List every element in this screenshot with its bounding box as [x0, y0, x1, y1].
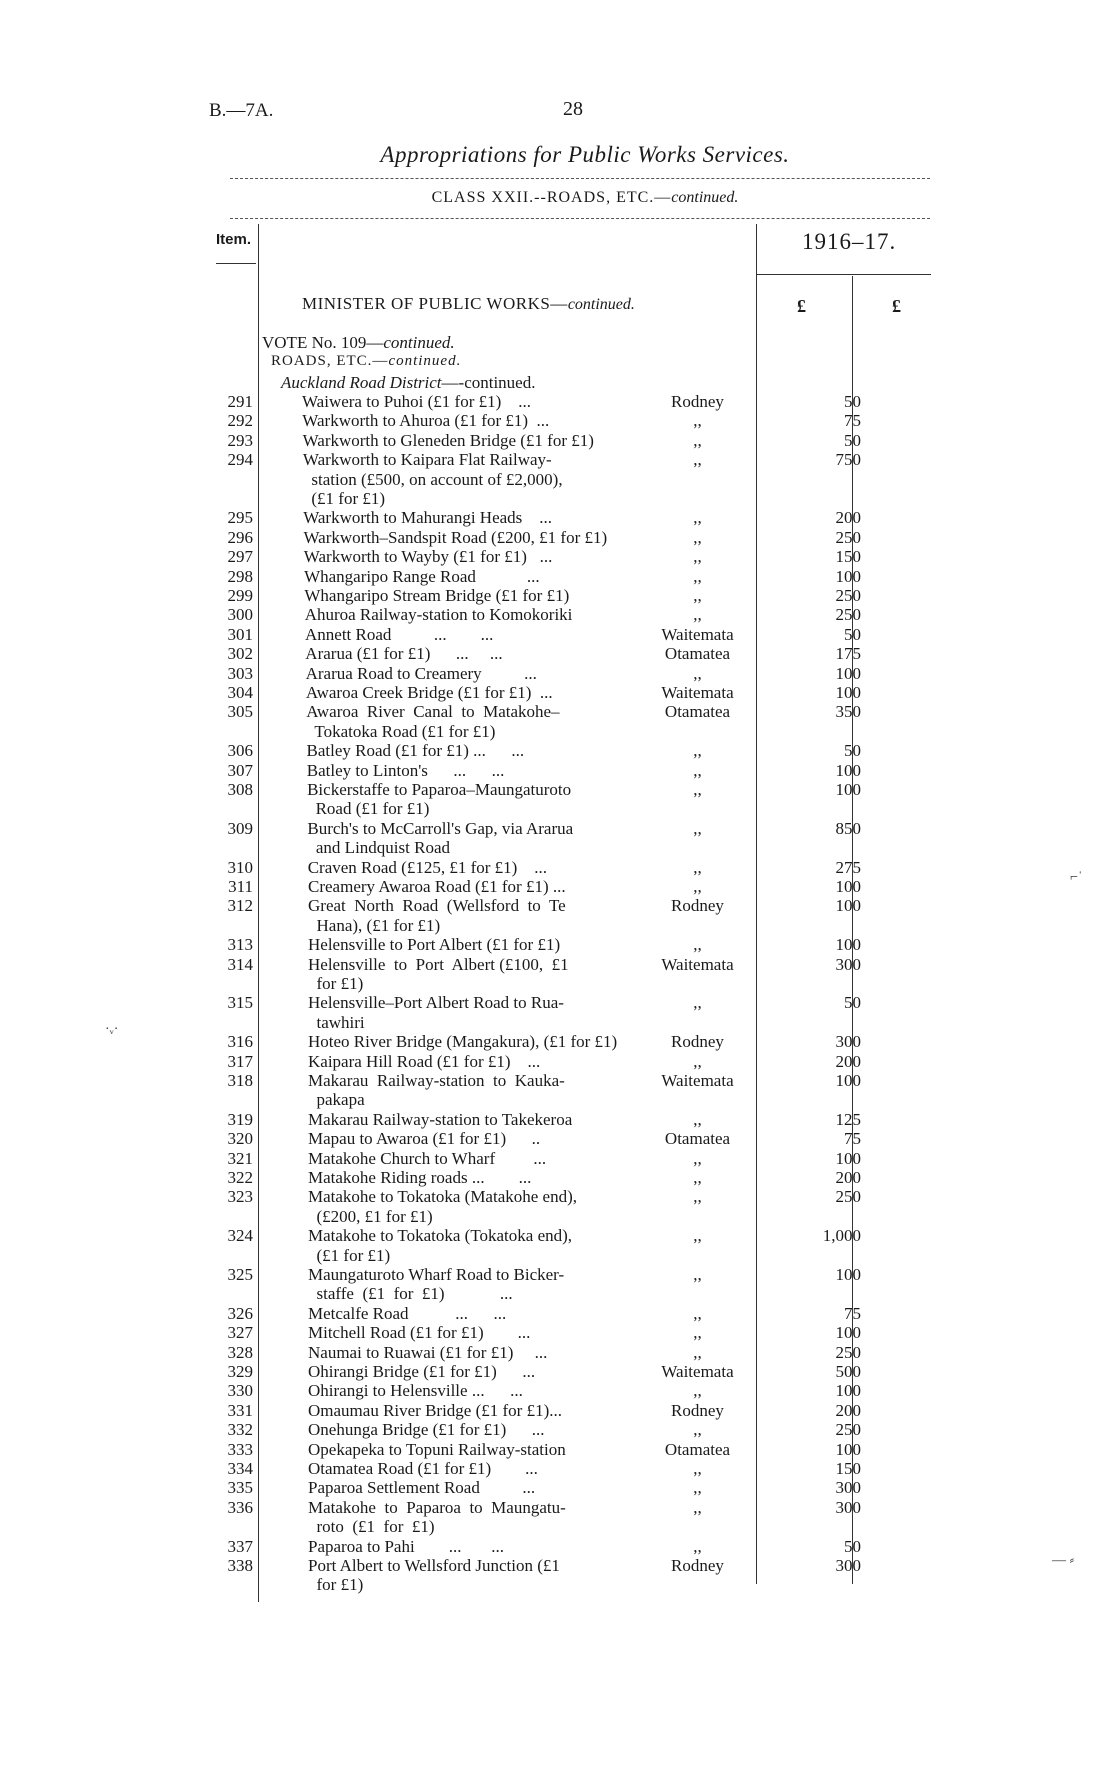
roads-heading: [271, 353, 461, 370]
item-description-continuation: (£1 for £1): [302, 489, 386, 508]
class-heading-text: CLASS XXII.--ROADS, ETC.—: [431, 189, 672, 206]
item-county: Rodney: [671, 1400, 724, 1420]
item-amount: 100: [835, 1071, 861, 1090]
item-county: Otamatea: [664, 644, 731, 664]
item-number: 323: [227, 1187, 253, 1207]
item-county: ,,: [693, 411, 702, 431]
item-amount: 100: [835, 683, 861, 702]
item-number: 307: [227, 760, 253, 780]
item-description: Makarau Railway-station to Kauka-: [308, 1071, 565, 1090]
item-description-continuation: station (£500, on account of £2,000),: [302, 469, 563, 489]
item-county: Rodney: [671, 1556, 724, 1575]
item-description-continuation: (£200, £1 for £1): [308, 1206, 433, 1226]
item-number: 298: [227, 566, 253, 586]
item-county: ,,: [693, 1381, 702, 1401]
item-description: Waiwera to Puhoi (£1 for £1) ...: [302, 392, 532, 411]
item-number: 294: [227, 450, 253, 470]
item-description-continuation: staffe (£1 for £1) ...: [308, 1284, 513, 1304]
item-number: 296: [227, 527, 253, 547]
item-county: ,,: [693, 993, 702, 1013]
item-amount: 100: [835, 1265, 861, 1284]
item-description: Warkworth to Ahuroa (£1 for £1) ...: [302, 411, 550, 431]
item-number: 299: [227, 586, 253, 605]
item-county: Otamatea: [664, 1439, 731, 1459]
item-number: 304: [227, 683, 253, 702]
item-amount: 75: [844, 411, 861, 431]
item-amount: 300: [835, 1497, 861, 1517]
item-description: Opekapeka to Topuni Railway-station: [308, 1439, 566, 1459]
item-number: 301: [227, 624, 253, 644]
vote-heading-text: VOTE No. 109—: [262, 333, 384, 352]
item-amount: 500: [835, 1362, 861, 1381]
item-description: Batley to Linton's ... ...: [306, 760, 505, 780]
item-number: 315: [227, 993, 253, 1013]
item-amount: 100: [835, 1439, 861, 1459]
item-description: Whangaripo Range Road ...: [304, 566, 540, 586]
item-description: Warkworth to Kaipara Flat Railway-: [302, 450, 552, 470]
item-description: Helensville to Port Albert (£100, £1: [308, 954, 569, 974]
item-description: Ohirangi Bridge (£1 for £1) ...: [308, 1362, 536, 1381]
item-county: ,,: [693, 527, 702, 547]
page-reference: B.—7A.: [209, 100, 274, 121]
item-description: Annett Road ... ...: [305, 624, 494, 644]
ministry-heading: [302, 294, 635, 314]
item-amount: 75: [844, 1303, 861, 1323]
item-description: Maungaturoto Wharf Road to Bicker-: [308, 1265, 565, 1284]
item-amount: 150: [835, 547, 861, 567]
item-county: ,,: [693, 1187, 702, 1207]
item-county: ,,: [693, 1420, 702, 1440]
page-number: 28: [563, 98, 583, 120]
item-description: Ohirangi to Helensville ... ...: [308, 1381, 523, 1401]
item-county: ,,: [693, 1342, 702, 1362]
item-description: Batley Road (£1 for £1) ... ...: [306, 741, 525, 761]
item-county: Waitemata: [661, 1362, 734, 1381]
item-amount: 50: [844, 392, 861, 411]
item-description: Matakohe Church to Wharf ...: [308, 1148, 547, 1168]
item-number: 316: [227, 1032, 253, 1052]
item-description: Great North Road (Wellsford to Te: [308, 896, 566, 916]
item-county: Otamatea: [664, 702, 731, 722]
item-amount: 300: [835, 1478, 861, 1498]
item-county: ,,: [693, 1168, 702, 1187]
item-description: Matakohe to Tokatoka (Matakohe end),: [308, 1187, 577, 1207]
heading-divider: [230, 218, 930, 219]
class-heading-continued: continued.: [671, 189, 739, 206]
item-amount: 750: [835, 450, 861, 470]
item-column-header: Item.: [216, 231, 252, 248]
item-county: ,,: [693, 1226, 702, 1246]
item-amount: 300: [835, 954, 861, 974]
item-amount: 250: [835, 586, 861, 605]
item-description-continuation: and Lindquist Road: [307, 838, 450, 858]
item-description: Metcalfe Road ... ...: [308, 1303, 507, 1323]
vote-heading-continued: continued.: [383, 333, 455, 352]
class-heading: [0, 189, 1114, 207]
item-description: Awaroa River Canal to Matakohe–: [306, 702, 560, 722]
item-description-continuation: roto (£1 for £1): [308, 1517, 435, 1537]
item-number: 321: [227, 1148, 253, 1168]
item-county: ,,: [693, 605, 702, 625]
item-number: 328: [227, 1342, 253, 1362]
currency-symbol-2: £: [892, 296, 901, 316]
item-county: ,,: [693, 857, 702, 877]
item-number: 314: [227, 954, 253, 974]
item-amount: 50: [844, 993, 861, 1013]
ministry-heading-continued: continued.: [567, 296, 635, 313]
item-county: ,,: [693, 1109, 702, 1129]
item-description: Bickerstaffe to Paparoa–Maungaturoto: [307, 780, 572, 799]
item-county: ,,: [693, 1148, 702, 1168]
item-county: Waitemata: [661, 1071, 734, 1090]
item-amount: 200: [835, 1051, 861, 1071]
item-county: Rodney: [671, 896, 724, 916]
item-county: ,,: [693, 935, 702, 955]
item-amount: 100: [835, 1148, 861, 1168]
item-number: 292: [227, 411, 253, 431]
item-number: 326: [227, 1303, 253, 1323]
item-county: Waitemata: [661, 624, 734, 644]
year-header-underline: [756, 274, 931, 275]
item-description: Ahuroa Railway-station to Komokoriki: [304, 605, 573, 625]
roads-heading-continued: continued.: [388, 353, 462, 369]
item-county: ,,: [693, 741, 702, 761]
item-county: ,,: [693, 566, 702, 586]
item-amount: 250: [835, 1187, 861, 1207]
item-amount: 300: [835, 1556, 861, 1575]
item-header-underline: [216, 263, 256, 264]
page-title: Appropriations for Public Works Services.: [380, 142, 790, 167]
item-county: ,,: [693, 1303, 702, 1323]
item-description: Helensville to Port Albert (£1 for £1): [308, 935, 561, 955]
item-description: Ararua Road to Creamery ...: [305, 663, 537, 683]
item-amount: 175: [835, 644, 861, 664]
item-description: Whangaripo Stream Bridge (£1 for £1): [304, 586, 570, 605]
item-number: 318: [227, 1071, 253, 1090]
vote-heading: [262, 333, 455, 353]
item-description: Burch's to McCarroll's Gap, via Ararua: [307, 818, 574, 838]
item-amount: 50: [844, 1536, 861, 1556]
item-county: ,,: [693, 586, 702, 605]
item-county: Waitemata: [661, 954, 734, 974]
item-amount: 100: [835, 566, 861, 586]
title-divider: [230, 178, 930, 179]
amount-column-rule: [756, 224, 757, 1584]
item-county: ,,: [693, 508, 702, 528]
item-county: ,,: [693, 450, 702, 470]
item-amount: 250: [835, 1420, 861, 1440]
item-amount: 100: [835, 1381, 861, 1401]
item-description: Mitchell Road (£1 for £1) ...: [308, 1323, 531, 1343]
item-county: Otamatea: [664, 1129, 731, 1149]
currency-symbol-1: £: [797, 296, 806, 316]
item-number: 291: [227, 392, 253, 411]
item-number: 335: [227, 1478, 253, 1498]
item-county: ,,: [693, 430, 702, 450]
item-description: Omaumau River Bridge (£1 for £1)...: [308, 1400, 562, 1420]
item-amount: 100: [835, 877, 861, 896]
item-county: ,,: [693, 1497, 702, 1517]
item-amount: 150: [835, 1459, 861, 1478]
item-amount: 300: [835, 1032, 861, 1052]
item-description: Helensville–Port Albert Road to Rua-: [308, 993, 564, 1013]
item-amount: 250: [835, 1342, 861, 1362]
roads-heading-text: ROADS, ETC.—: [271, 353, 389, 369]
item-number: 336: [227, 1497, 253, 1517]
item-description-continuation: Hana), (£1 for £1): [308, 915, 441, 935]
item-county: ,,: [693, 1536, 702, 1556]
item-county: ,,: [693, 1265, 702, 1284]
item-amount: 100: [835, 896, 861, 916]
item-description-continuation: Road (£1 for £1): [307, 799, 430, 819]
item-number: 338: [227, 1556, 253, 1575]
item-description: Warkworth–Sandspit Road (£200, £1 for £1): [303, 527, 608, 547]
item-county: ,,: [693, 780, 702, 799]
item-county: Rodney: [671, 392, 724, 411]
item-description: Creamery Awaroa Road (£1 for £1) ...: [308, 877, 566, 896]
scan-mark: — ⸗: [1052, 1553, 1075, 1568]
item-description: Mapau to Awaroa (£1 for £1) ..: [308, 1129, 541, 1149]
item-number: 329: [227, 1362, 253, 1381]
item-amount: 50: [844, 741, 861, 761]
item-description: Matakohe Riding roads ... ...: [308, 1168, 532, 1187]
item-county: ,,: [693, 547, 702, 567]
item-description-continuation: for £1): [308, 974, 364, 993]
item-amount: 125: [835, 1109, 861, 1129]
item-amount: 100: [835, 760, 861, 780]
item-description-continuation: for £1): [308, 1575, 364, 1595]
item-amount: 250: [835, 527, 861, 547]
item-county: ,,: [693, 1478, 702, 1498]
item-number: 306: [227, 741, 253, 761]
item-description: Warkworth to Wayby (£1 for £1) ...: [303, 547, 553, 567]
item-amount: 850: [835, 818, 861, 838]
district-heading: [281, 373, 535, 393]
item-description-continuation: tawhiri: [308, 1012, 365, 1032]
item-amount: 50: [844, 624, 861, 644]
item-county: ,,: [693, 1051, 702, 1071]
item-description: Paparoa Settlement Road ...: [308, 1478, 536, 1498]
item-number: 337: [227, 1536, 253, 1556]
item-amount: 350: [835, 702, 861, 722]
item-description: Craven Road (£125, £1 for £1) ...: [307, 857, 548, 877]
item-amount: 200: [835, 1400, 861, 1420]
item-amount: 200: [835, 1168, 861, 1187]
item-number: 295: [227, 508, 253, 528]
item-number: 334: [227, 1459, 253, 1478]
item-description: Warkworth to Mahurangi Heads ...: [303, 508, 553, 528]
scan-mark: ⌐ˈ: [1070, 870, 1083, 885]
item-description: Otamatea Road (£1 for £1) ...: [308, 1459, 538, 1478]
item-number: 293: [227, 430, 253, 450]
item-number: 327: [227, 1323, 253, 1343]
item-amount: 100: [835, 935, 861, 955]
item-number: 331: [227, 1400, 253, 1420]
item-description-continuation: pakapa: [308, 1090, 365, 1110]
ministry-heading-text: MINISTER OF PUBLIC WORKS—: [302, 294, 568, 313]
item-number: 303: [227, 663, 253, 683]
item-description: Hoteo River Bridge (Mangakura), (£1 for £1): [308, 1032, 618, 1052]
item-description: Kaipara Hill Road (£1 for £1) ...: [308, 1051, 541, 1071]
item-description: Port Albert to Wellsford Junction (£1: [308, 1556, 560, 1575]
item-county: ,,: [693, 877, 702, 896]
item-amount: 250: [835, 605, 861, 625]
item-description: Warkworth to Gleneden Bridge (£1 for £1): [302, 430, 594, 450]
item-number: 330: [227, 1381, 253, 1401]
item-county: ,,: [693, 663, 702, 683]
item-number: 320: [227, 1129, 253, 1149]
item-description: Naumai to Ruawai (£1 for £1) ...: [308, 1342, 548, 1362]
item-description: Matakohe to Tokatoka (Tokatoka end),: [308, 1226, 573, 1246]
item-number: 310: [227, 857, 253, 877]
item-number: 311: [228, 877, 253, 896]
district-continued: —-continued.: [441, 373, 536, 392]
item-county: ,,: [693, 1459, 702, 1478]
item-description: Matakohe to Paparoa to Maungatu-: [308, 1497, 566, 1517]
item-number: 324: [227, 1226, 253, 1246]
item-number: 332: [227, 1420, 253, 1440]
item-description: Paparoa to Pahi ... ...: [308, 1536, 504, 1556]
item-number: 317: [227, 1051, 253, 1071]
year-column-header: 1916–17.: [802, 229, 897, 254]
item-description-continuation: (£1 for £1): [308, 1245, 391, 1265]
item-amount: 200: [835, 508, 861, 528]
item-county: ,,: [693, 818, 702, 838]
item-description: Onehunga Bridge (£1 for £1) ...: [308, 1420, 545, 1440]
item-number: 309: [227, 818, 253, 838]
item-number: 302: [227, 644, 253, 664]
item-number: 300: [227, 605, 253, 625]
item-amount: 50: [844, 430, 861, 450]
item-county: ,,: [693, 1323, 702, 1343]
item-county: Waitemata: [661, 683, 734, 702]
item-description: Ararua (£1 for £1) ... ...: [305, 644, 503, 664]
item-number: 313: [227, 935, 253, 955]
item-number: 312: [227, 896, 253, 916]
item-amount: 75: [844, 1129, 861, 1149]
item-number: 297: [227, 547, 253, 567]
item-description: Awaroa Creek Bridge (£1 for £1) ...: [305, 683, 553, 702]
item-number: 305: [227, 702, 253, 722]
item-column-rule: [258, 224, 259, 1602]
item-county: ,,: [693, 760, 702, 780]
item-amount: 1,000: [822, 1226, 861, 1246]
item-description: Makarau Railway-station to Takekeroa: [308, 1109, 573, 1129]
item-amount: 100: [835, 780, 861, 799]
scan-mark: ·ᵥ·: [105, 1022, 119, 1037]
item-number: 319: [227, 1109, 253, 1129]
district-name: Auckland Road District: [281, 373, 442, 392]
item-number: 325: [227, 1265, 253, 1284]
item-amount: 100: [835, 1323, 861, 1343]
item-county: Rodney: [671, 1032, 724, 1052]
item-description-continuation: Tokatoka Road (£1 for £1): [306, 721, 496, 741]
item-amount: 275: [835, 857, 861, 877]
item-amount: 100: [835, 663, 861, 683]
item-number: 308: [227, 780, 253, 799]
item-number: 322: [227, 1168, 253, 1187]
item-number: 333: [227, 1439, 253, 1459]
